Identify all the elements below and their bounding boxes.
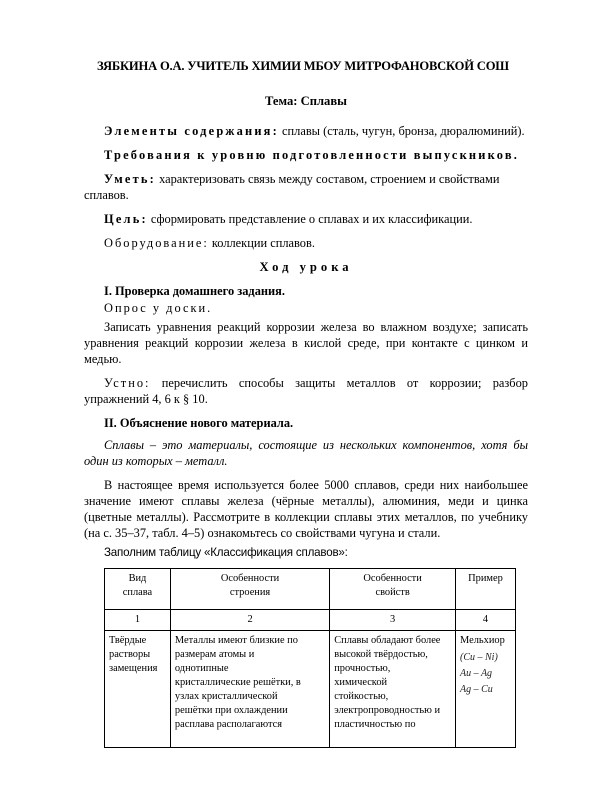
oral-task-line-2: упражнений 4, 6 к § 10. xyxy=(84,392,208,406)
section-1-title: I. Проверка домашнего задания. xyxy=(104,284,285,298)
lesson-progress-title: Ход урока xyxy=(259,260,353,274)
formula-1: (Cu – Ni) xyxy=(460,652,498,663)
paragraph-line-4: (на с. 35–37, табл. 4–5) ознакомьтесь со свойствами чугуна и стали. xyxy=(84,526,441,540)
alloy-formulas xyxy=(460,650,511,698)
number-cell: 4 xyxy=(456,610,516,631)
requirements-heading: Требования к уровню подготовленности выпускников. xyxy=(104,148,520,162)
skills-text: характеризовать связь между составом, строением и свойствами xyxy=(155,172,500,186)
content-elements-label: Элементы содержания: xyxy=(104,124,279,138)
number-cell: 3 xyxy=(330,610,456,631)
oral-text: перечислить способы защиты металлов от коррозии; разбор xyxy=(150,376,528,390)
alloy-definition-line-1: Сплавы – это материалы, состоящие из нескольких компонентов, хотя бы xyxy=(104,438,528,452)
equipment-text: коллекции сплавов. xyxy=(208,236,315,250)
lesson-topic: Тема: Сплавы xyxy=(265,94,347,108)
goal xyxy=(104,211,472,227)
homework-line-1: Записать уравнения реакций коррозии железа во влажном воздухе; записать xyxy=(104,320,528,334)
header-cell-properties: Особенности свойств xyxy=(330,569,456,610)
skills-label: Уметь: xyxy=(104,172,156,186)
goal-text: сформировать представление о сплавах и их классификации. xyxy=(147,212,473,226)
paragraph-line-2: значение имеют сплавы железа (чёрные металлы), алюминия, меди и цинка xyxy=(84,494,528,508)
cell-properties: Сплавы обладают более высокой твёрдостью, прочностью, химической стойкостью, электропроводностью и пластичностью по xyxy=(330,631,456,748)
survey-label: Опрос у доски. xyxy=(104,301,213,315)
oral-task-line-1 xyxy=(104,375,528,391)
oral-label: Устно: xyxy=(104,376,151,390)
skills-line-1 xyxy=(104,171,500,187)
equipment-label: Оборудование: xyxy=(104,236,209,250)
table-number-row xyxy=(105,610,516,631)
number-cell: 1 xyxy=(105,610,171,631)
alloy-definition-line-2: один из которых – металл. xyxy=(84,454,228,468)
cell-example xyxy=(456,631,516,748)
skills-line-2: сплавов. xyxy=(84,188,129,202)
table-header-row xyxy=(105,569,516,610)
equipment xyxy=(104,235,315,251)
paragraph-line-3: (цветные металлы). Рассмотрите в коллекции сплавы этих металлов, по учебнику xyxy=(84,510,528,524)
goal-label: Цель: xyxy=(104,212,148,226)
formula-3: Ag – Cu xyxy=(460,684,493,695)
homework-line-3: медью. xyxy=(84,352,122,366)
section-2-title: II. Объяснение нового материала. xyxy=(104,416,294,430)
cell-alloy-type: Твёрдые растворы замещения xyxy=(105,631,171,748)
table-intro: Заполним таблицу «Классификация сплавов»: xyxy=(104,546,348,559)
alloy-classification-table xyxy=(104,568,516,748)
number-cell: 2 xyxy=(170,610,329,631)
header-cell-example: Пример xyxy=(456,569,516,610)
content-elements xyxy=(104,123,525,139)
author-header: ЗЯБКИНА О.А. УЧИТЕЛЬ ХИМИИ МБОУ МИТРОФАНОВСКОЙ СОШ xyxy=(97,59,509,73)
content-elements-text: сплавы (сталь, чугун, бронза, дюралюминий). xyxy=(278,124,525,138)
example-name: Мельхиор xyxy=(460,635,505,646)
formula-2: Au – Ag xyxy=(460,668,493,679)
header-cell-type: Вид сплава xyxy=(105,569,171,610)
table-row xyxy=(105,631,516,748)
cell-structure: Металлы имеют близкие по размерам атомы и однотипные кристаллические решётки, в узлах кристаллической решётки при охлаждении расплава располагаются xyxy=(170,631,329,748)
paragraph-line-1: В настоящее время используется более 5000 сплавов, среди них наибольшее xyxy=(104,478,528,492)
header-cell-structure: Особенности строения xyxy=(170,569,329,610)
homework-line-2: уравнения реакций коррозии железа в кислой среде, при контакте с цинком и xyxy=(84,336,528,350)
